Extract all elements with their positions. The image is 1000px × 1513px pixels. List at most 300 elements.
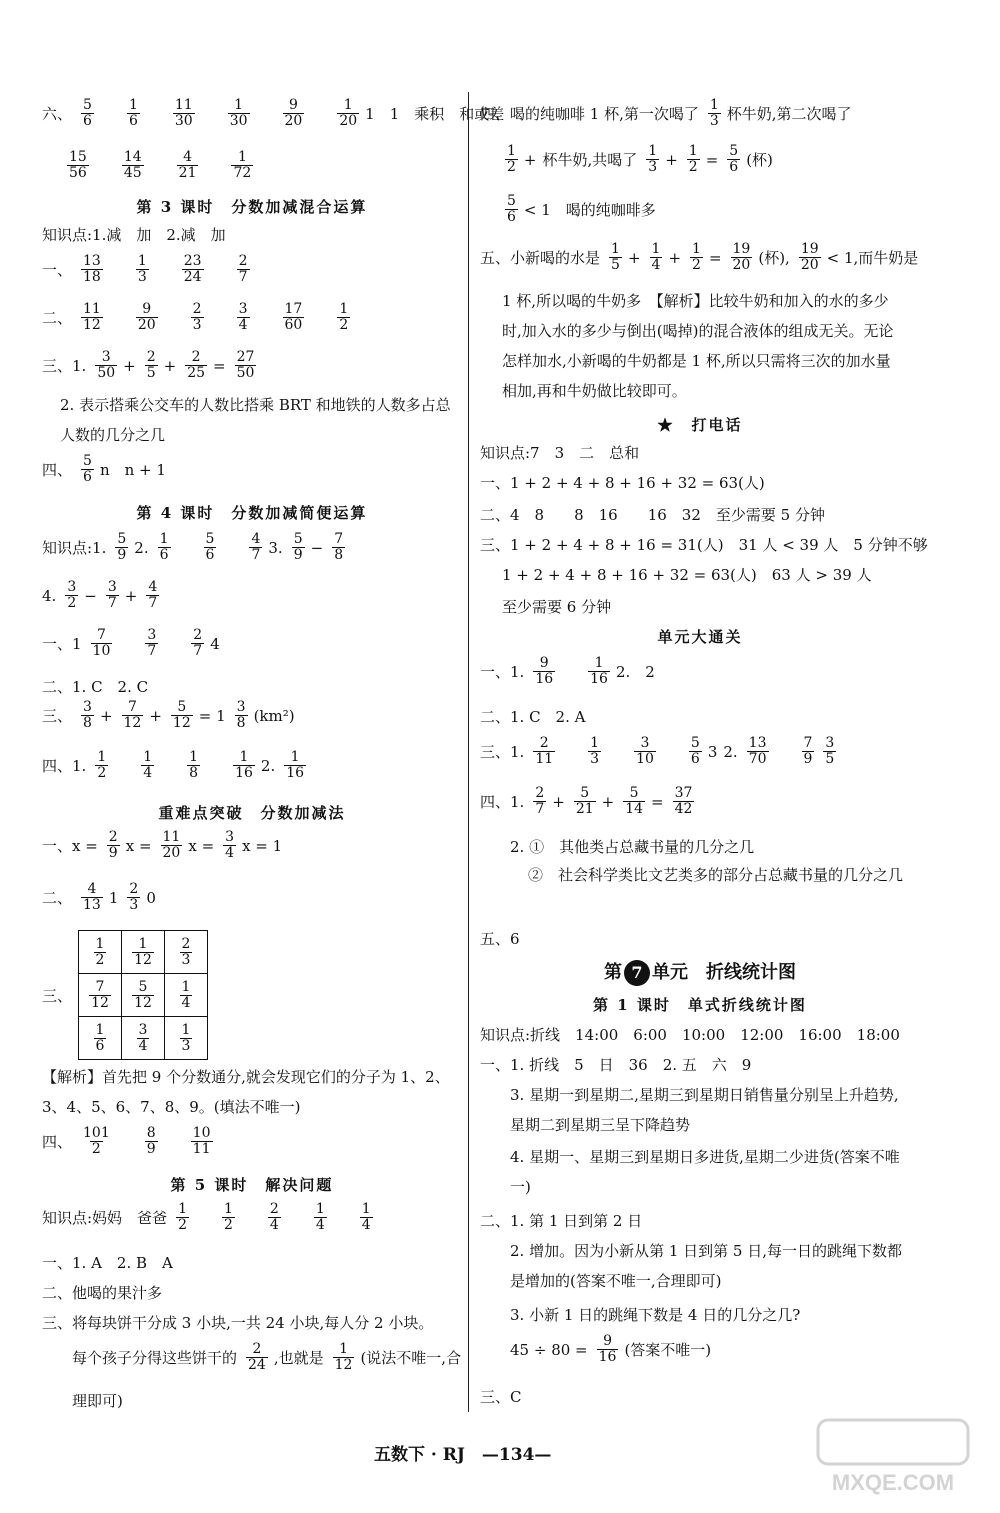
fraction: [284, 750, 306, 781]
numerator: 5: [138, 978, 148, 995]
fraction: [81, 454, 94, 485]
denominator: 3: [129, 897, 139, 913]
numerator: 2: [129, 881, 139, 897]
numerator: 1: [290, 749, 300, 765]
numerator: 1: [178, 1201, 187, 1217]
line-text: 4: [210, 634, 220, 653]
numerator: 17: [284, 301, 303, 317]
denominator: 8: [83, 715, 92, 731]
line-text: (杯),: [758, 249, 790, 267]
answer-line: [502, 144, 779, 175]
numerator: 5: [580, 785, 590, 801]
denominator: 3: [192, 317, 202, 333]
fraction: [91, 628, 113, 659]
numerator: 27: [236, 349, 255, 365]
fraction: [95, 350, 117, 381]
denominator: 14: [625, 801, 644, 817]
answer-line: 二、1. C 2. C: [42, 678, 149, 696]
numerator: 101: [83, 1125, 110, 1141]
numerator: 11: [174, 97, 193, 113]
section-heading: ★ 打电话: [657, 416, 743, 434]
answer-line: [42, 1202, 379, 1233]
denominator: 2: [67, 595, 77, 611]
line-text: 一、1: [42, 635, 82, 653]
line-text: 2. 2: [615, 663, 655, 681]
denominator: 6: [507, 209, 516, 225]
line-text: ,也就是: [273, 1349, 324, 1367]
fraction: [81, 98, 94, 129]
denominator: 5: [611, 257, 620, 273]
fraction: [533, 736, 555, 767]
denominator: 70: [748, 751, 767, 767]
fraction: [176, 1202, 189, 1233]
line-text: +: [665, 150, 678, 169]
fraction: [106, 580, 119, 611]
numerator: 1: [143, 749, 153, 765]
fraction: [237, 254, 250, 285]
numerator: 2: [191, 349, 201, 365]
denominator: 6: [205, 547, 215, 563]
answer-line: 2. ① 其他类占总藏书量的几分之几: [510, 838, 755, 856]
line-text: 三、1.: [42, 357, 87, 375]
denominator: 12: [172, 715, 191, 731]
numerator: 2: [192, 301, 202, 317]
denominator: 7: [251, 547, 261, 563]
numerator: 3: [138, 1021, 148, 1038]
denominator: 45: [123, 165, 142, 181]
numerator: 2: [252, 1341, 262, 1357]
fraction: [597, 1334, 619, 1365]
denominator: 10: [636, 751, 654, 767]
answer-line: 知识点:7 3 二 总和: [480, 444, 640, 462]
numerator: 7: [803, 735, 813, 751]
line-text: (答案不唯一): [624, 1341, 712, 1359]
fraction: [177, 150, 199, 181]
fraction: [158, 532, 171, 563]
numerator: 14: [123, 149, 142, 165]
denominator: 20: [284, 113, 303, 129]
denominator: 21: [575, 801, 594, 817]
fraction: [145, 628, 158, 659]
fraction: [132, 937, 154, 968]
line-text: x =: [188, 836, 215, 855]
denominator: 50: [97, 365, 116, 381]
answer-text: 4. 星期一、星期三到星期日多进货,星期二少进货(答案不唯一): [510, 1148, 900, 1196]
line-text: (km²): [253, 706, 295, 725]
fraction: [95, 750, 108, 781]
denominator: 7: [238, 269, 248, 285]
denominator: 7: [148, 595, 158, 611]
numerator: 7: [127, 699, 137, 715]
numerator: 1: [138, 935, 148, 952]
line-text: 4.: [42, 586, 57, 605]
line-text: 一、x =: [42, 837, 98, 855]
numerator: 8: [146, 1125, 156, 1141]
grid-cell: [165, 931, 208, 974]
numerator: 19: [732, 241, 751, 257]
grid-cell: [165, 974, 208, 1017]
fraction: [333, 1342, 355, 1373]
denominator: 5: [825, 751, 835, 767]
answer-line: 三、将每块饼干分成 3 小块,一共 24 小块,每人分 2 小块。: [42, 1314, 434, 1332]
numerator: 1: [343, 97, 353, 113]
fraction: [802, 736, 815, 767]
fraction: [180, 937, 193, 968]
denominator: 16: [535, 671, 554, 687]
answer-line: [480, 786, 700, 817]
denominator: 12: [91, 994, 109, 1011]
fraction: [708, 98, 721, 129]
answer-line: [42, 350, 262, 381]
denominator: 16: [590, 671, 608, 687]
numerator: 11: [83, 301, 101, 317]
line-text: 45 ÷ 80 =: [510, 1340, 588, 1359]
fraction: [574, 786, 596, 817]
numerator: 1: [234, 97, 244, 113]
fraction: [94, 937, 107, 968]
numerator: 1: [97, 749, 107, 765]
fraction: [588, 736, 601, 767]
section-heading: 第 5 课时 解决问题: [170, 1176, 334, 1194]
fraction: [283, 98, 305, 129]
denominator: 10: [92, 643, 111, 659]
fraction: [233, 750, 255, 781]
answer-line: [480, 242, 924, 273]
denominator: 20: [162, 845, 181, 861]
fraction: [81, 302, 103, 333]
denominator: 2: [223, 1217, 233, 1233]
fraction: [337, 98, 359, 129]
fraction: [689, 736, 702, 767]
analysis-note: 【解析】首先把 9 个分数通分,就会发现它们的分子为 1、2、3、4、5、6、7、8、9。(填法不唯一): [42, 1068, 450, 1116]
numerator: 1: [688, 143, 698, 159]
grid-cell: [165, 1017, 208, 1060]
denominator: 20: [339, 113, 358, 129]
fraction: [107, 830, 120, 861]
numerator: 5: [690, 735, 700, 751]
numerator: 3: [83, 699, 92, 715]
answer-text: 2. 表示搭乘公交车的人数比搭乘 BRT 和地铁的人数多占总人数的几分之几: [60, 396, 451, 444]
fraction: [115, 532, 128, 563]
section-heading: 单元大通关: [657, 628, 743, 646]
answer-line: [480, 98, 858, 129]
line-text: 一、1.: [480, 663, 525, 681]
numerator: 3: [640, 735, 650, 751]
line-text: =: [651, 792, 664, 811]
numerator: 1: [181, 1021, 191, 1038]
denominator: 6: [95, 1037, 105, 1054]
denominator: 4: [315, 1217, 325, 1233]
numerator: 1: [181, 978, 191, 995]
line-text: 三、1.: [480, 743, 525, 761]
numerator: 2: [193, 627, 203, 643]
numerator: 1: [159, 531, 169, 547]
numerator: 10: [192, 1125, 211, 1141]
numerator: 1: [128, 97, 138, 113]
denominator: 20: [800, 257, 819, 273]
fraction: [727, 144, 740, 175]
answer-line: 至少需要 6 分钟: [502, 598, 612, 616]
numerator: 2: [269, 1201, 279, 1217]
line-text: 二、: [42, 309, 73, 327]
fraction: [823, 736, 836, 767]
fraction: [731, 242, 753, 273]
fraction-grid: [42, 930, 208, 1060]
fraction: [81, 1126, 112, 1157]
denominator: 2: [339, 317, 349, 333]
numerator: 3: [236, 699, 246, 715]
denominator: 7: [147, 643, 157, 659]
denominator: 8: [236, 715, 246, 731]
fraction: [249, 532, 262, 563]
numerator: 7: [334, 531, 344, 547]
grid-cell: [122, 974, 165, 1017]
fraction: [650, 242, 663, 273]
denominator: 3: [709, 113, 719, 129]
numerator: 1: [95, 935, 105, 952]
answer-line: [42, 580, 165, 611]
answer-line: [42, 454, 172, 485]
fraction: [673, 786, 695, 817]
fraction: [146, 580, 159, 611]
grid-cell: [79, 1017, 122, 1060]
fraction: [588, 656, 610, 687]
denominator: 12: [83, 317, 101, 333]
line-text: 二、: [42, 889, 73, 907]
numerator: 9: [142, 301, 152, 317]
line-text: 知识点:妈妈 爸爸: [42, 1209, 168, 1227]
denominator: 12: [134, 994, 152, 1011]
line-text: +: [627, 248, 641, 267]
fraction: [332, 532, 345, 563]
fraction: [222, 1202, 235, 1233]
line-text: 2.: [260, 756, 276, 775]
answer-line: 1 + 2 + 4 + 8 + 16 + 32 = 63(人) 63 人 > 39 人: [502, 566, 872, 584]
line-text: 每个孩子分得这些饼干的: [72, 1349, 238, 1367]
denominator: 6: [159, 547, 169, 563]
line-text: (杯): [746, 151, 773, 169]
denominator: 24: [248, 1357, 266, 1373]
fraction: [81, 882, 103, 913]
fraction: [237, 302, 250, 333]
numerator: 4: [148, 579, 158, 595]
fraction: [173, 98, 195, 129]
answer-line: [42, 700, 301, 731]
denominator: 20: [137, 317, 156, 333]
line-text: 四、1.: [480, 793, 525, 811]
fraction: [187, 750, 200, 781]
grid-cell: [79, 974, 122, 1017]
denominator: 4: [269, 1217, 279, 1233]
line-text: +: [523, 150, 537, 169]
numerator: 1: [223, 1201, 233, 1217]
denominator: 9: [803, 751, 813, 767]
denominator: 5: [146, 365, 156, 381]
fraction: [182, 254, 204, 285]
fraction: [360, 1202, 373, 1233]
numerator: 1: [315, 1201, 325, 1217]
denominator: 4: [651, 257, 661, 273]
fraction: [81, 700, 94, 731]
fraction: [180, 1023, 193, 1054]
line-text: (说法不唯一,合: [360, 1349, 462, 1367]
answer-line: [510, 1334, 717, 1365]
denominator: 9: [146, 1141, 156, 1157]
denominator: 42: [674, 801, 693, 817]
denominator: 2: [507, 159, 516, 175]
fraction: [623, 786, 645, 817]
fraction: [191, 1126, 213, 1157]
section-heading: 第 4 课时 分数加减简便运算: [136, 504, 368, 522]
numerator: 1: [507, 143, 516, 159]
fraction: [122, 700, 144, 731]
denominator: 2: [95, 951, 105, 968]
numerator: 3: [225, 829, 235, 845]
denominator: 21: [178, 165, 197, 181]
unit-title: [480, 958, 920, 986]
section-heading: 第 3 课时 分数加减混合运算: [136, 198, 368, 216]
line-text: 2.: [134, 538, 149, 557]
answer-text: ② 社会科学类比文艺类多的部分占总藏书量的几分之几: [528, 866, 904, 884]
section-heading: 重难点突破 分数加减法: [158, 804, 346, 822]
denominator: 3: [181, 1037, 191, 1054]
denominator: 8: [334, 547, 344, 563]
numerator: 9: [288, 97, 298, 113]
page-footer: 五数下 · RJ —134—: [374, 1445, 552, 1465]
line-text: +: [601, 792, 615, 811]
fraction: [231, 150, 253, 181]
denominator: 4: [138, 1037, 148, 1054]
watermark-logo: [808, 1418, 978, 1498]
line-text: 四、1.: [42, 757, 87, 775]
fraction: [122, 150, 144, 181]
denominator: 8: [189, 765, 199, 781]
fraction: [505, 194, 518, 225]
numerator: 11: [162, 829, 181, 845]
denominator: 25: [187, 365, 206, 381]
watermark-text: MXQE.COM: [831, 1470, 955, 1495]
answer-line: 三、1 + 2 + 4 + 8 + 16 = 31(人) 31 人 < 39 人 5 分钟不够: [480, 536, 928, 554]
unit-number-badge: 7: [624, 960, 650, 986]
numerator: 2: [539, 735, 549, 751]
denominator: 6: [690, 751, 700, 767]
line-text: 杯牛奶,第二次喝了: [726, 105, 852, 123]
numerator: 7: [95, 978, 105, 995]
numerator: 1: [709, 97, 719, 113]
fraction: [136, 254, 149, 285]
numerator: 3: [238, 301, 248, 317]
answer-line: [64, 150, 259, 181]
answer-line: 三、C: [480, 1388, 522, 1406]
numerator: 5: [629, 785, 639, 801]
denominator: 12: [123, 715, 142, 731]
fraction: [747, 736, 769, 767]
line-text: +: [99, 706, 113, 725]
line-text: 2.: [723, 742, 738, 761]
line-text: < 1,而牛奶是: [826, 249, 919, 267]
fraction: [533, 786, 546, 817]
fraction: [145, 1126, 158, 1157]
denominator: 4: [361, 1217, 371, 1233]
numerator: 1: [651, 241, 661, 257]
fraction: [533, 656, 555, 687]
numerator: 9: [603, 1333, 612, 1349]
numerator: 1: [339, 301, 349, 317]
numerator: 1: [594, 655, 604, 671]
fraction: [89, 980, 111, 1011]
unit-prefix: 第: [604, 962, 622, 983]
line-text: = 1: [198, 706, 226, 725]
numerator: 19: [800, 241, 819, 257]
line-text: +: [124, 586, 138, 605]
numerator: 3: [107, 579, 117, 595]
numerator: 23: [183, 253, 202, 269]
denominator: 2: [688, 159, 698, 175]
denominator: 30: [229, 113, 248, 129]
denominator: 6: [729, 159, 739, 175]
denominator: 7: [535, 801, 545, 817]
line-text: 1 1 乘积 和或差: [365, 105, 505, 123]
numerator: 2: [108, 829, 118, 845]
line-text: +: [552, 792, 565, 811]
numerator: 1: [189, 749, 199, 765]
line-text: 三、: [42, 707, 73, 725]
denominator: 11: [535, 751, 554, 767]
numerator: 5: [83, 453, 92, 469]
fraction: [127, 98, 140, 129]
fraction: [292, 532, 305, 563]
denominator: 18: [83, 269, 101, 285]
answer-line: 理即可): [72, 1392, 123, 1410]
denominator: 4: [238, 317, 248, 333]
answer-line: 二、1. C 2. A: [480, 708, 586, 726]
numerator: 5: [507, 193, 516, 209]
denominator: 2: [692, 257, 701, 273]
answer-line: [42, 628, 226, 659]
answer-line: [42, 532, 351, 563]
fraction: [505, 144, 518, 175]
line-text: +: [123, 356, 136, 375]
numerator: 9: [539, 655, 549, 671]
denominator: 6: [128, 113, 138, 129]
line-text: 1: [108, 888, 119, 907]
unit-name: 单元 折线统计图: [652, 962, 796, 983]
grid-cell: [79, 931, 122, 974]
numerator: 2: [238, 253, 248, 269]
line-text: −: [310, 538, 324, 557]
line-text: +: [163, 356, 177, 375]
numerator: 1: [239, 749, 249, 765]
fraction: [609, 242, 622, 273]
answer-line: [42, 830, 288, 861]
numerator: 5: [177, 699, 187, 715]
fraction: [799, 242, 821, 273]
answer-line: 3. 小新 1 日的跳绳下数是 4 日的几分之几?: [510, 1306, 801, 1324]
numerator: 13: [748, 735, 767, 751]
denominator: 20: [732, 257, 751, 273]
denominator: 4: [225, 845, 235, 861]
answer-text: 2. 增加。因为小新从第 1 日到第 5 日,每一日的跳绳下数都是增加的(答案不唯一,合理即可): [510, 1242, 903, 1290]
answer-line: [42, 1126, 219, 1157]
fraction: [137, 1023, 150, 1054]
line-text: 四、喝的纯咖啡 1 杯,第一次喝了: [480, 105, 699, 123]
answer-line: [72, 1342, 467, 1373]
line-text: =: [213, 356, 226, 375]
denominator: 3: [590, 751, 600, 767]
denominator: 60: [284, 317, 303, 333]
answer-line: [42, 750, 312, 781]
numerator: 1: [95, 1021, 105, 1038]
